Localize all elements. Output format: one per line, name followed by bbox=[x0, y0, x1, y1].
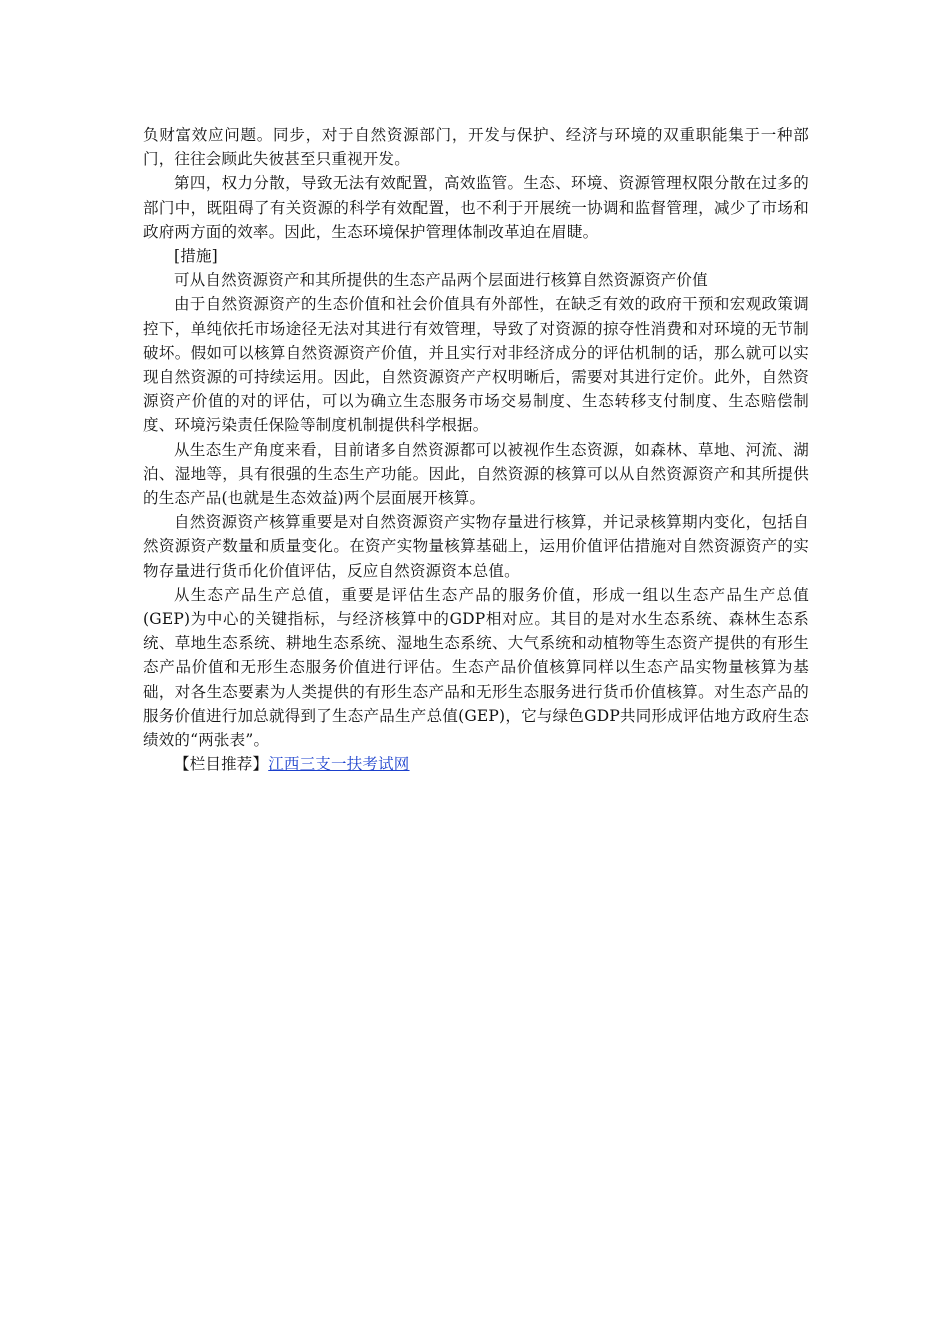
paragraph: 从生态产品生产总值，重要是评估生态产品的服务价值，形成一组以生态产品生产总值(GEP)为中心的关键指标，与经济核算中的GDP相对应。其目的是对水生态系统、森林生态系统、草地生态系统、耕地生态系统、湿地生态系统、大气系统和动植物等生态资产提供的有形生态产品价值和无形生态服务价值进行评估。生态产品价值核算同样以生态产品实物量核算为基础，对各生态要素为人类提供的有形生态产品和无形生态服务进行货币价值核算。对生态产品的服务价值进行加总就得到了生态产品生产总值(GEP)，它与绿色GDP共同形成评估地方政府生态绩效的“两张表”。 bbox=[143, 585, 809, 750]
section-heading: [措施] bbox=[174, 247, 218, 266]
document-body bbox=[143, 123, 809, 776]
paragraph: 第四，权力分散，导致无法有效配置，高效监管。生态、环境、资源管理权限分散在过多的部门中，既阻碍了有关资源的科学有效配置，也不利于开展统一协调和监督管理，减少了市场和政府两方面的效率。因此，生态环境保护管理体制改革迫在眉睫。 bbox=[143, 174, 809, 241]
paragraph: 负财富效应问题。同步，对于自然资源部门，开发与保护、经济与环境的双重职能集于一种部门，往往会顾此失彼甚至只重视开发。 bbox=[143, 126, 809, 169]
paragraph: 从生态生产角度来看，目前诸多自然资源都可以被视作生态资源，如森林、草地、河流、湖泊、湿地等，具有很强的生态生产功能。因此，自然资源的核算可以从自然资源资产和其所提供的生态产品(也就是生态效益)两个层面展开核算。 bbox=[143, 440, 809, 508]
paragraph: 自然资源资产核算重要是对自然资源资产实物存量进行核算，并记录核算期内变化，包括自然资源资产数量和质量变化。在资产实物量核算基础上，运用价值评估措施对自然资源资产的实物存量进行货币化价值评估，反应自然资源资本总值。 bbox=[143, 513, 809, 580]
paragraph: 可从自然资源资产和其所提供的生态产品两个层面进行核算自然资源资产价值 bbox=[174, 271, 708, 290]
recommend-link[interactable]: 江西三支一扶考试网 bbox=[268, 755, 410, 774]
recommend-line bbox=[143, 752, 809, 776]
paragraph: 由于自然资源资产的生态价值和社会价值具有外部性，在缺乏有效的政府干预和宏观政策调控下，单纯依托市场途径无法对其进行有效管理，导致了对资源的掠夺性消费和对环境的无节制破坏。假如可以核算自然资源资产价值，并且实行对非经济成分的评估机制的话，那么就可以实现自然资源的可持续运用。因此，自然资源资产产权明晰后，需要对其进行定价。此外，自然资源资产价值的对的评估，可以为确立生态服务市场交易制度、生态转移支付制度、生态赔偿制度、环境污染责任保险等制度机制提供科学根据。 bbox=[143, 295, 809, 435]
recommend-prefix: 【栏目推荐】 bbox=[174, 755, 269, 774]
